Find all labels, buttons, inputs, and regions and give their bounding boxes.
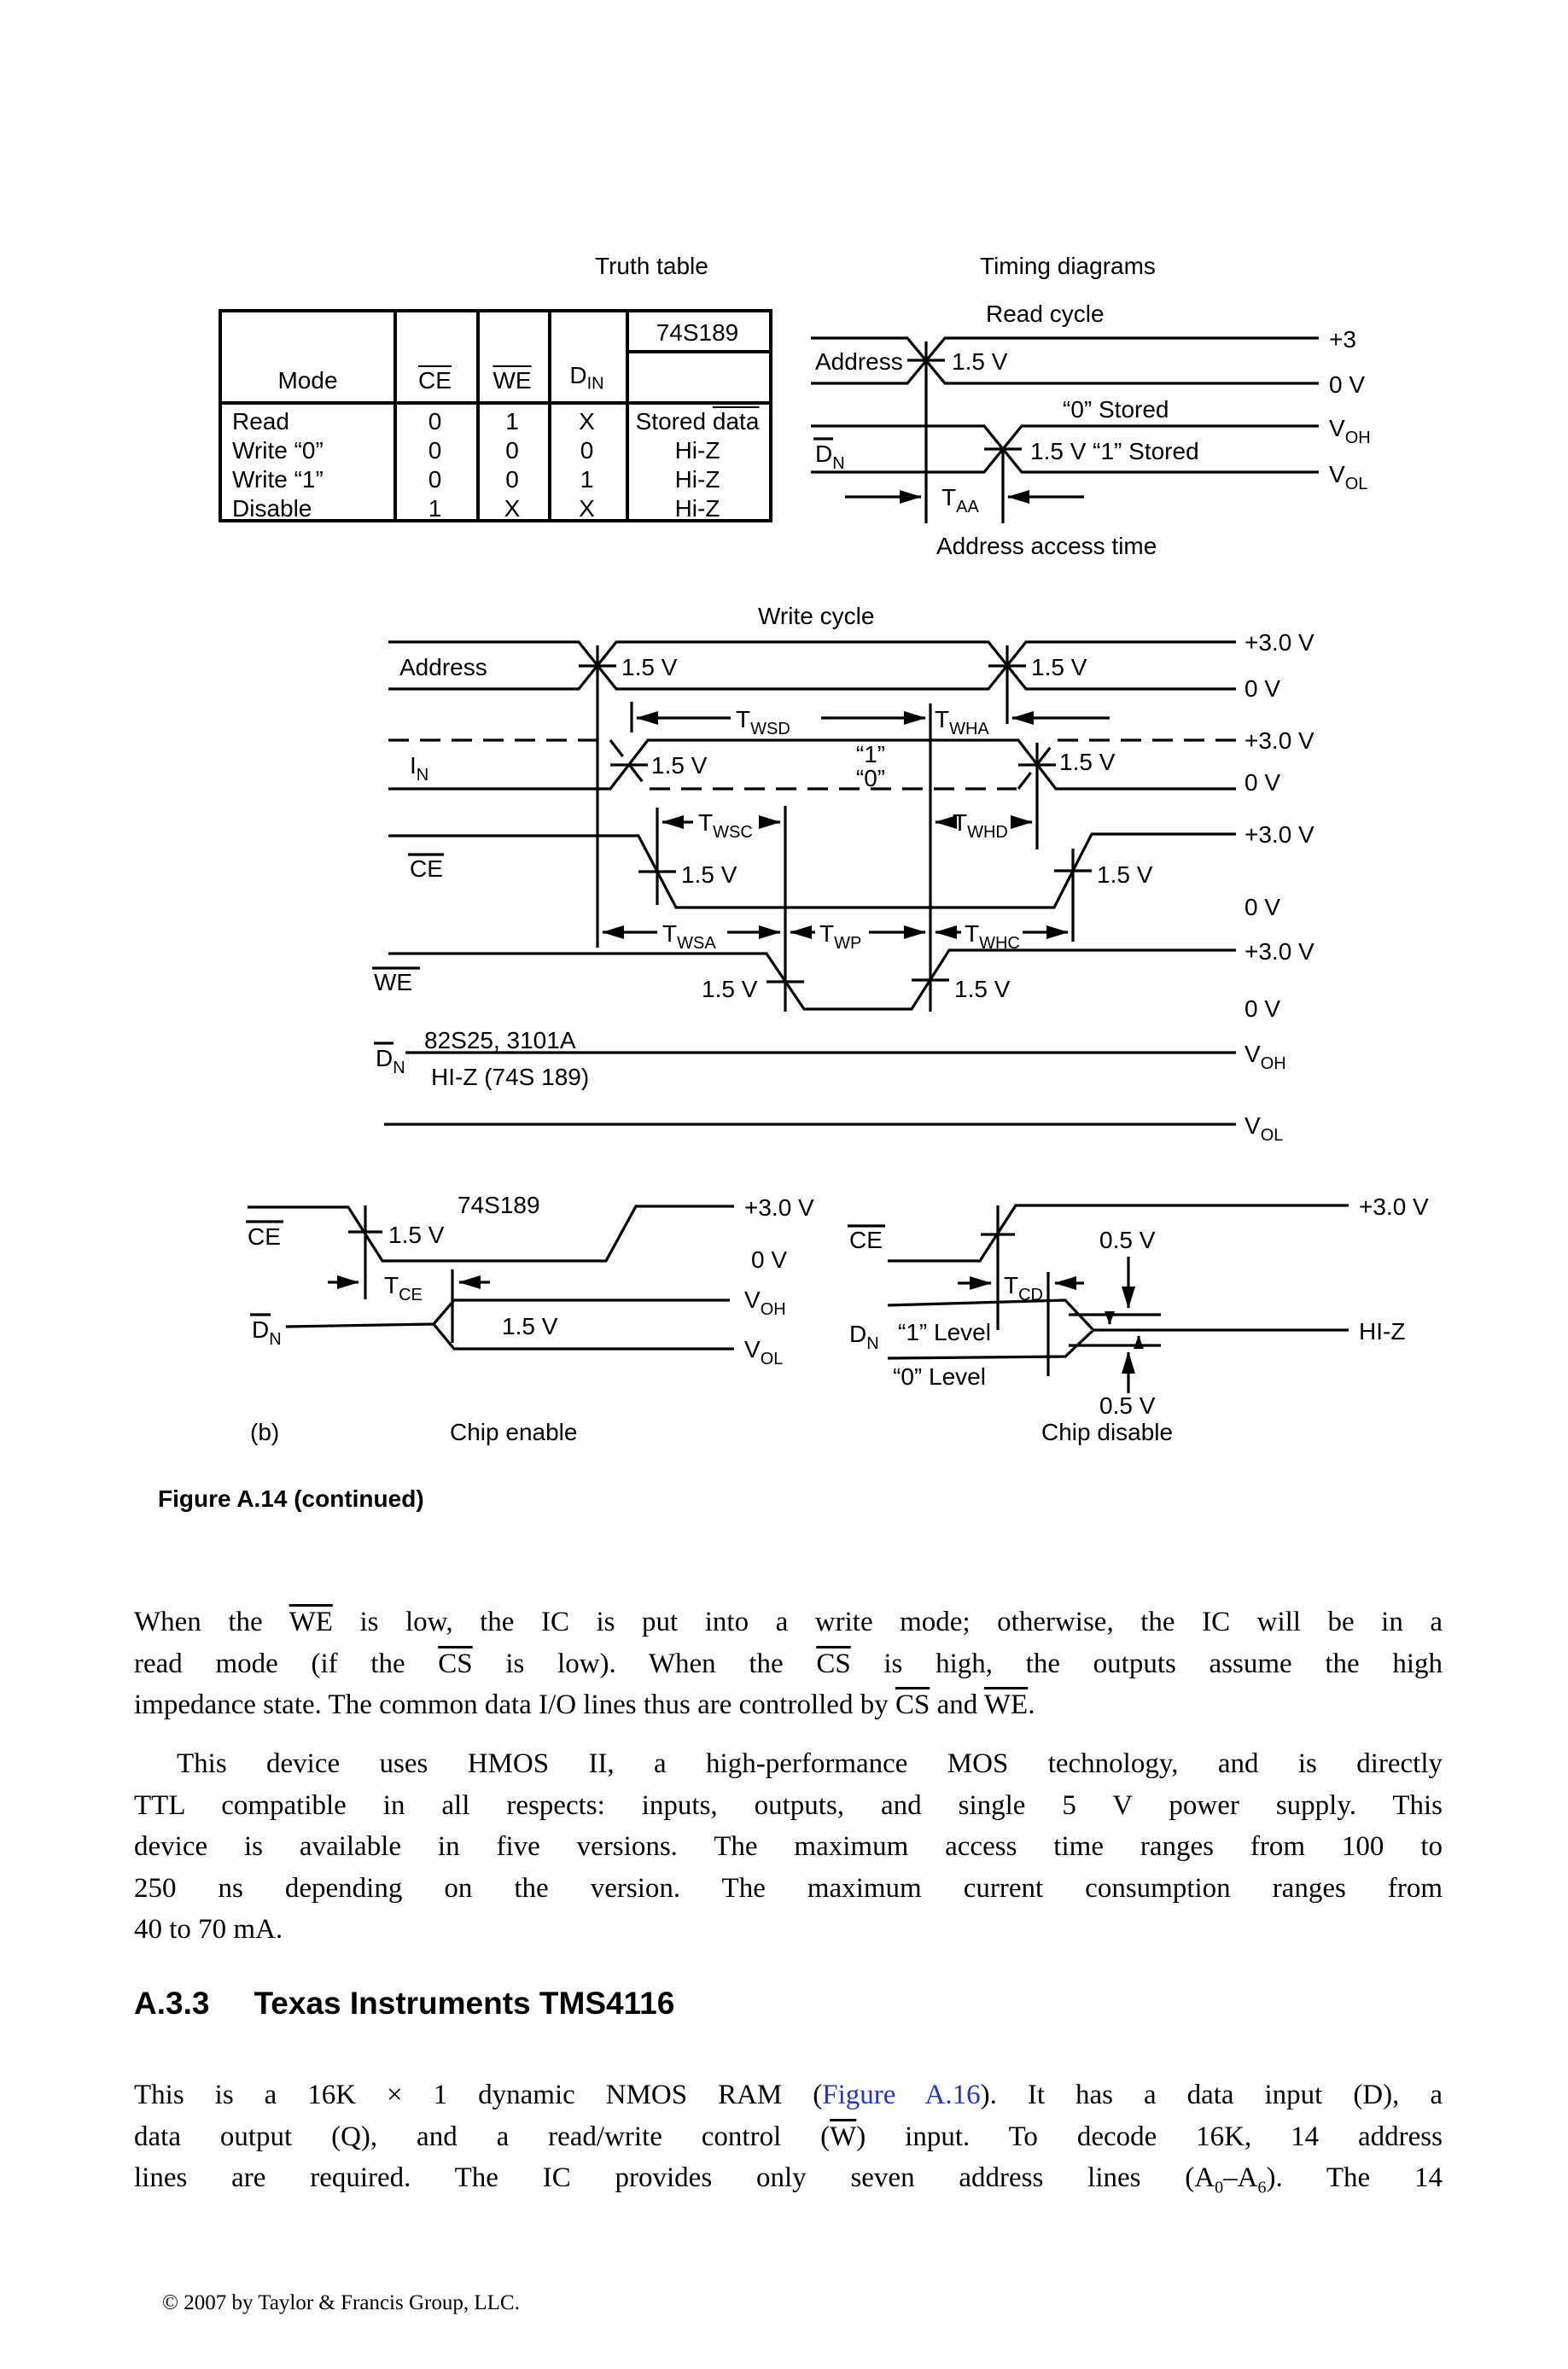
table-header-line xyxy=(222,401,769,405)
level-low-label: 0 V xyxy=(1244,995,1281,1022)
figure-a16-link[interactable]: Figure A.16 xyxy=(822,2080,981,2110)
twha-label: $T_{WHA}$ xyxy=(935,706,989,738)
level-low-label: 0 V xyxy=(1244,769,1281,796)
chip-enable-label: Chip enable xyxy=(450,1419,578,1445)
dn-signal-label: $D_N$ xyxy=(849,1321,879,1353)
we-signal-label: WE xyxy=(374,969,413,995)
paragraph xyxy=(134,1743,1443,1951)
stored0-label: “0” Stored xyxy=(1063,396,1169,423)
table-cell-we: X xyxy=(504,495,521,522)
table-cell-output: Hi-Z xyxy=(674,437,720,464)
voh-label: $V_{OH}$ xyxy=(1244,1041,1286,1073)
paragraph xyxy=(134,2074,1443,2199)
tcd-label: $T_{CD}$ xyxy=(1004,1272,1043,1304)
paragraph xyxy=(134,1602,1443,1726)
hiz-label: HI-Z xyxy=(1359,1318,1406,1345)
read-cycle-diagram xyxy=(794,323,1391,563)
table-cell-we: 1 xyxy=(505,408,519,435)
table-header-we: $\overline{WE}$ xyxy=(493,367,532,394)
in-signal-label: $I_N$ xyxy=(410,752,429,785)
threshold-label: 1.5 V xyxy=(388,1222,445,1248)
table-row-mode: Write “0” xyxy=(232,437,324,464)
text-line: data output (Q), and a read/write control $(\overline{W})$ input. To decode 16K, 14 address xyxy=(134,2121,1443,2152)
ce-signal-label: CE xyxy=(849,1227,883,1253)
voh-label: $V_{OH}$ xyxy=(744,1287,786,1319)
text-line: This is a 16K × 1 dynamic NMOS RAM (Figure A.16). It has a data input (D), a xyxy=(134,2080,1443,2110)
twsa-label: $T_{WSA}$ xyxy=(662,920,716,953)
address-waveform xyxy=(388,642,1236,689)
level-high-label: +3 xyxy=(1329,326,1356,353)
table-row-mode: Write “1” xyxy=(232,466,324,493)
threshold-label: 1.5 V xyxy=(621,654,678,680)
level-high-label: +3.0 V xyxy=(1244,727,1314,754)
text-line: read mode (if the $\overline{CS}$ is low). When the $\overline{CS}$ is high, the outputs assume the high xyxy=(134,1648,1443,1679)
timing-diagrams-title: Timing diagrams xyxy=(980,253,1156,279)
text-line: TTL compatible in all respects: inputs, outputs, and single 5 V power supply. This xyxy=(134,1789,1443,1821)
access-time-label: Address access time xyxy=(936,533,1157,559)
level-high-label: +3.0 V xyxy=(1244,629,1314,656)
bit1-label: “1” xyxy=(855,741,886,767)
chip-disable-diagram xyxy=(836,1191,1451,1421)
level-high-label: +3.0 V xyxy=(1244,938,1314,965)
write-cycle-title: Write cycle xyxy=(758,603,875,629)
threshold-label: 1.5 V xyxy=(502,1313,558,1339)
vol-label: $V_{OL}$ xyxy=(744,1336,784,1368)
threshold-label: 1.5 V xyxy=(1031,654,1087,680)
level1-label: “1” Level xyxy=(898,1319,991,1345)
level-low-label: 0 V xyxy=(1244,675,1281,702)
table-cell-output: Stored data xyxy=(635,408,760,435)
table-cell-din: 0 xyxy=(580,437,594,464)
table-device-header: 74S189 xyxy=(656,319,739,346)
table-header-ce: $\overline{CE}$ xyxy=(418,367,452,394)
level-low-label: 0 V xyxy=(1329,371,1366,398)
section-title: Texas Instruments TMS4116 xyxy=(254,1986,675,2021)
dn-signal-label: $D_N$ xyxy=(252,1316,282,1349)
twsc-label: $T_{WSC}$ xyxy=(698,809,753,842)
section-number: A.3.3 xyxy=(134,1986,210,2021)
device-label: 74S189 xyxy=(458,1192,540,1218)
address-label: Address xyxy=(815,348,903,375)
threshold-label: 1.5 V xyxy=(954,976,1011,1002)
figure-caption: Figure A.14 (continued) xyxy=(158,1485,424,1512)
table-header-din: $D_{IN}$ xyxy=(569,362,604,394)
table-cell-din: X xyxy=(579,408,595,435)
table-cell-ce: 1 xyxy=(428,495,442,522)
text-line: device is available in five versions. The maximum access time ranges from 100 to xyxy=(134,1831,1443,1863)
table-cell-din: X xyxy=(579,495,595,522)
table-row-mode: Disable xyxy=(232,495,312,522)
dn-signal-label: $D_N$ xyxy=(376,1045,405,1077)
section-heading xyxy=(134,1986,674,2022)
threshold-label: 1.5 V xyxy=(702,976,758,1002)
level0-label: “0” Level xyxy=(893,1363,986,1390)
text-line: When the $\overline{WE}$ is low, the IC is put into a write mode; otherwise, the IC will be in a xyxy=(134,1607,1443,1637)
twsd-label: $T_{WSD}$ xyxy=(736,706,790,738)
level-high-label: +3.0 V xyxy=(744,1194,814,1221)
table-row-mode: Read xyxy=(232,408,289,435)
margin-label-bottom: 0.5 V xyxy=(1099,1392,1156,1419)
table-cell-ce: 0 xyxy=(428,408,442,435)
figure-part-label: (b) xyxy=(250,1419,280,1445)
threshold-label: 1.5 V xyxy=(1059,749,1116,775)
truth-table xyxy=(219,309,772,522)
table-cell-we: 0 xyxy=(505,466,519,493)
address-label: Address xyxy=(399,654,487,680)
chip-enable-diagram xyxy=(230,1191,828,1366)
truth-table-title: Truth table xyxy=(595,253,708,279)
stored1-label: 1.5 V “1” Stored xyxy=(1030,438,1199,464)
read-cycle-title: Read cycle xyxy=(986,301,1105,327)
table-cell-ce: 0 xyxy=(428,466,442,493)
table-header-mode: Mode xyxy=(277,367,338,394)
dn-signal-label: $D_N$ xyxy=(815,441,845,473)
table-cell-we: 0 xyxy=(505,437,519,464)
copyright-footer: © 2007 by Taylor & Francis Group, LLC. xyxy=(162,2291,520,2314)
threshold-label: 1.5 V xyxy=(1097,861,1153,888)
table-cell-output: Hi-Z xyxy=(674,495,720,522)
table-cell-ce: 0 xyxy=(428,437,442,464)
level-high-label: +3.0 V xyxy=(1244,821,1314,848)
other-parts-label: 82S25, 3101A xyxy=(424,1027,576,1053)
level-high-label: +3.0 V xyxy=(1359,1193,1429,1220)
we-waveform xyxy=(388,950,1236,1009)
level-low-label: 0 V xyxy=(1244,894,1281,920)
taa-label: $T_{AA}$ xyxy=(941,484,979,516)
vol-label: $V_{OL}$ xyxy=(1244,1112,1284,1145)
chip-disable-label: Chip disable xyxy=(1041,1419,1174,1445)
ce-signal-label: CE xyxy=(248,1223,281,1250)
table-subheader-line xyxy=(626,350,769,353)
bit0-label: “0” xyxy=(855,765,886,791)
twhc-label: $T_{WHC}$ xyxy=(965,920,1020,953)
dn-waveform xyxy=(434,1324,734,1349)
text-line: impedance state. The common data I/O lines thus are controlled by $\overline{CS}$ and $\overline{WE}$. xyxy=(134,1689,1035,1721)
tce-label: $T_{CE}$ xyxy=(384,1272,423,1304)
threshold-label: 1.5 V xyxy=(681,861,737,888)
threshold-label: 1.5 V xyxy=(952,348,1008,375)
address-waveform xyxy=(388,642,1236,689)
text-line: 40 to 70 mA. xyxy=(134,1914,283,1946)
threshold-label: 1.5 V xyxy=(651,752,708,779)
vol-label: $V_{OL}$ xyxy=(1329,461,1368,493)
text-line: lines are required. The IC provides only seven address lines $(A_0-A_6)$. The 14 xyxy=(134,2162,1443,2197)
twhd-label: $T_{WHD}$ xyxy=(953,809,1008,842)
margin-label-top: 0.5 V xyxy=(1099,1227,1156,1253)
ce-signal-label: CE xyxy=(410,855,443,882)
level-low-label: 0 V xyxy=(751,1246,788,1273)
hiz-part-label: HI-Z (74S 189) xyxy=(431,1064,590,1090)
write-cycle-diagram xyxy=(367,629,1332,1148)
table-cell-din: 1 xyxy=(580,466,594,493)
table-cell-output: Hi-Z xyxy=(674,466,720,493)
text-line: 250 ns depending on the version. The maximum current consumption ranges from xyxy=(134,1872,1443,1904)
text-line: This device uses HMOS II, a high-performance MOS technology, and is directly xyxy=(177,1748,1443,1779)
twp-label: $T_{WP}$ xyxy=(819,920,862,953)
voh-label: $V_{OH}$ xyxy=(1329,415,1371,447)
